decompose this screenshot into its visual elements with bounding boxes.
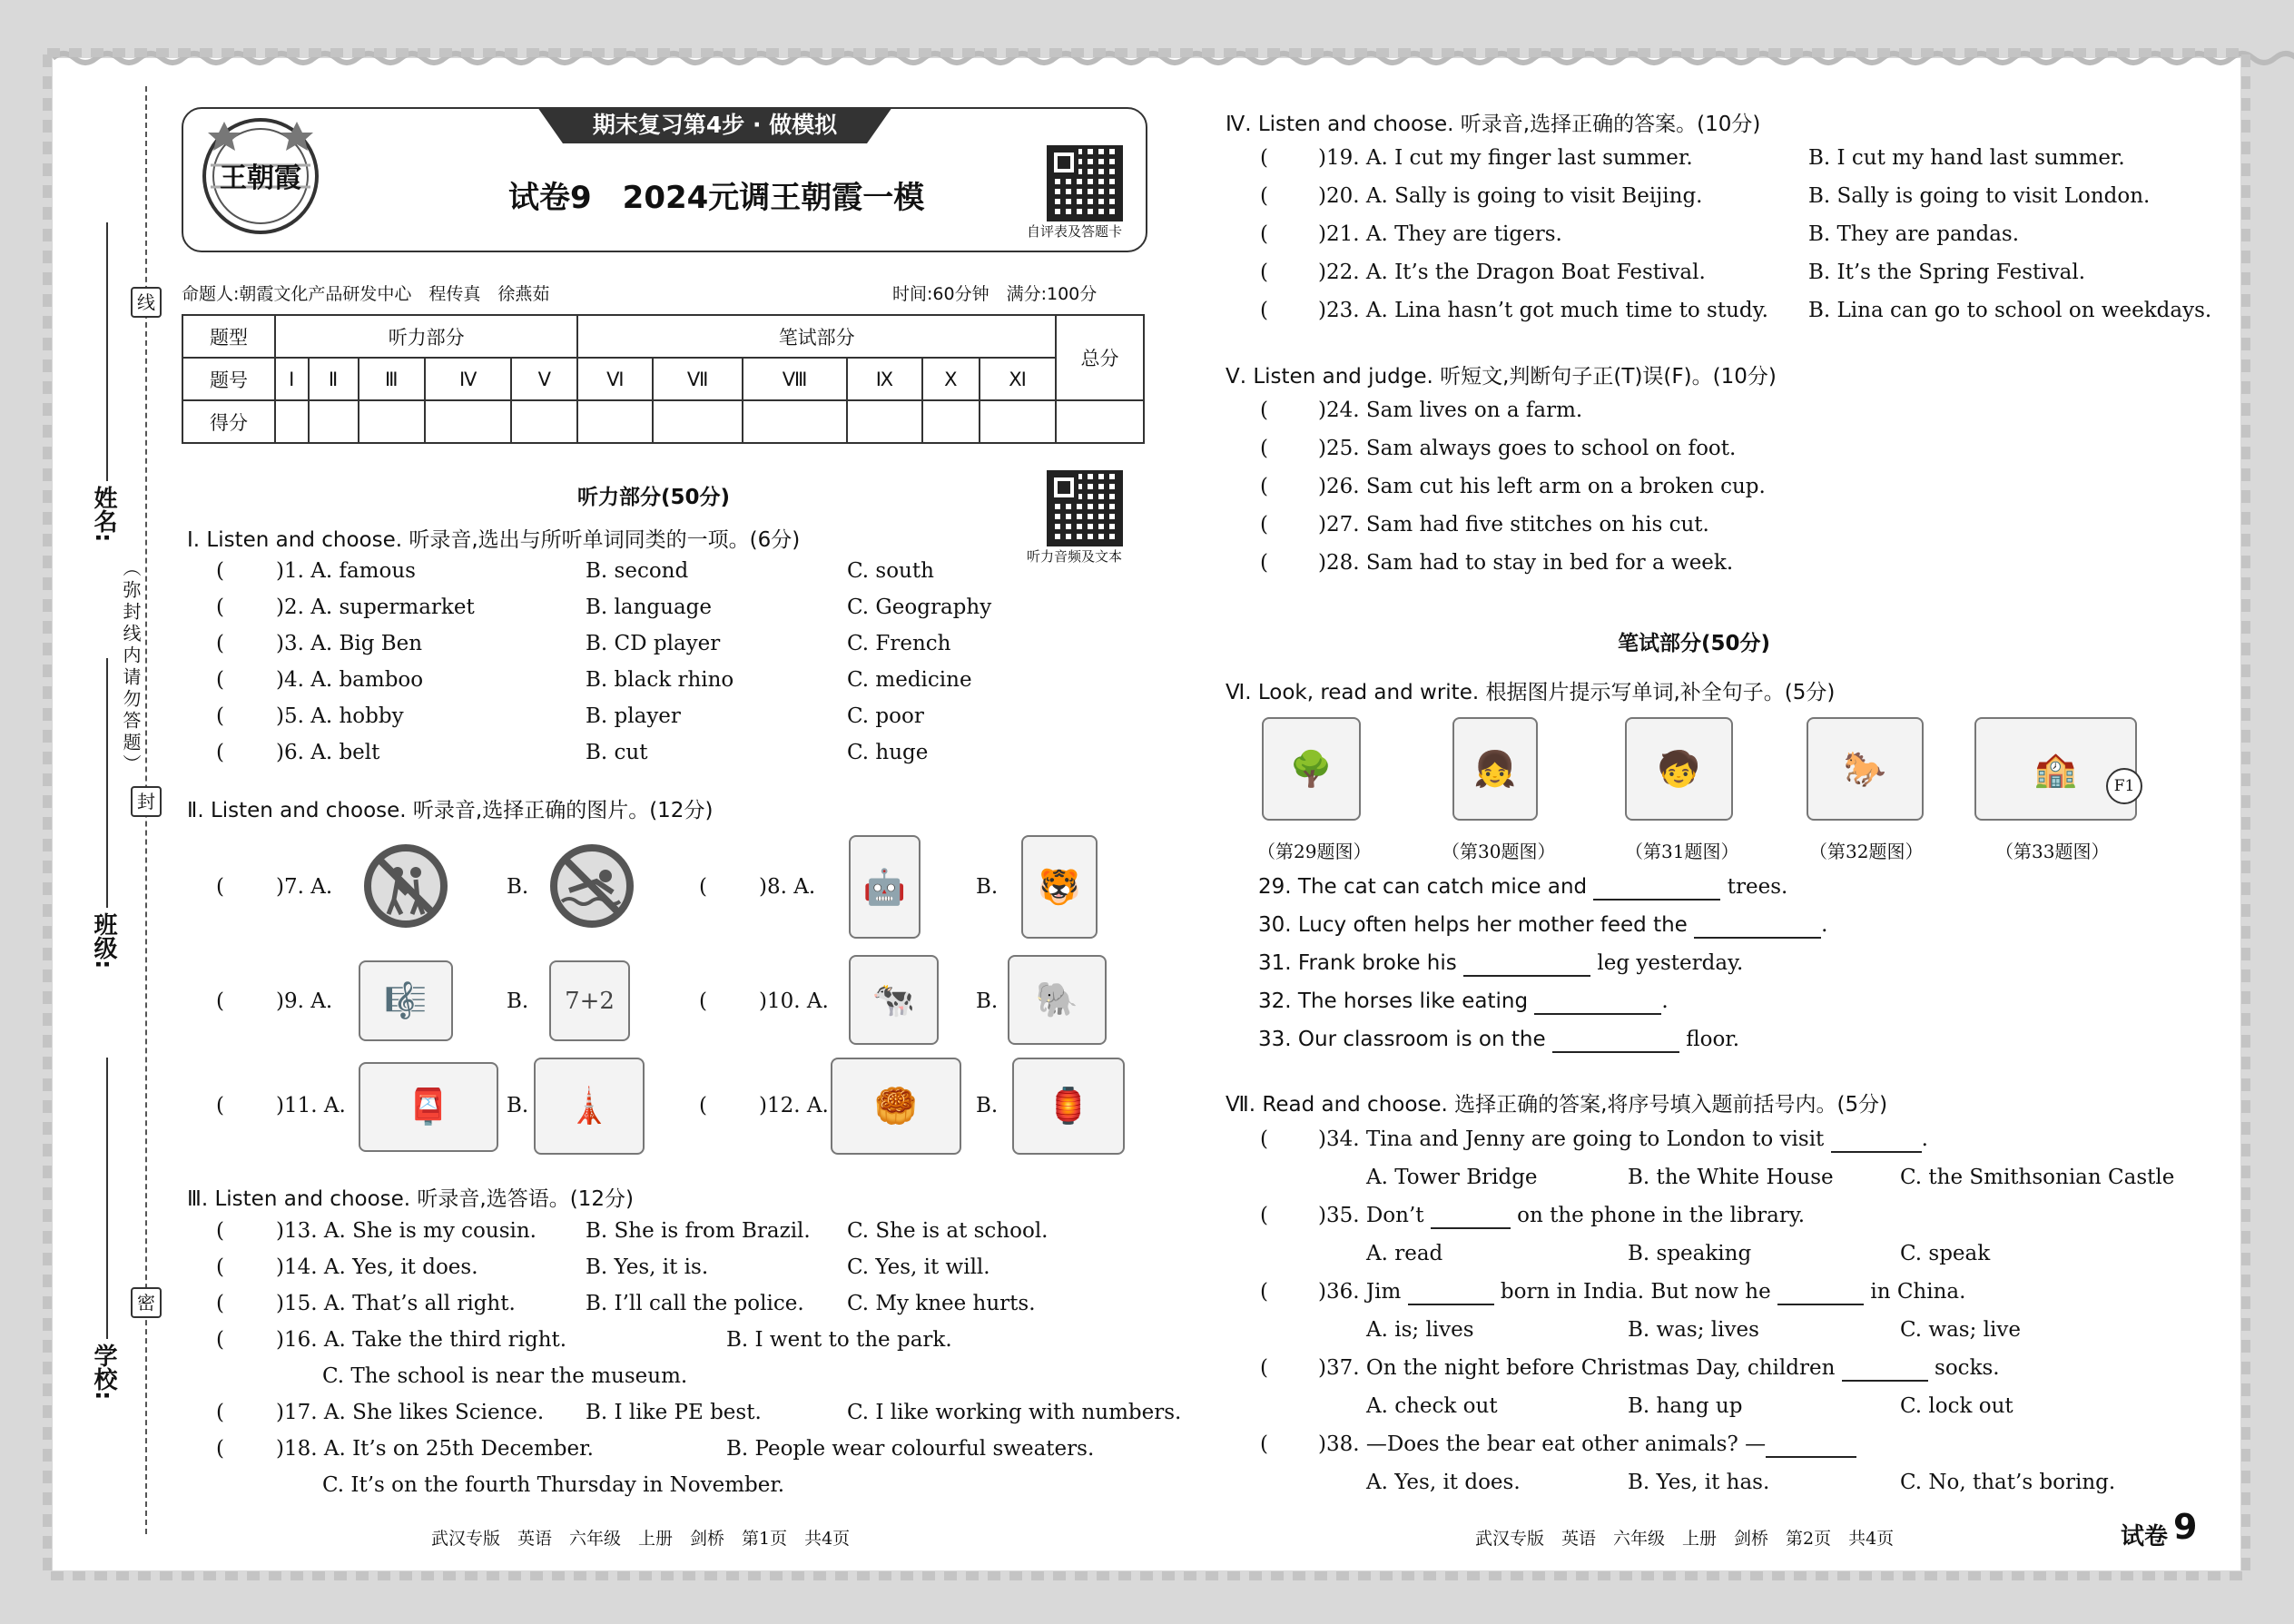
q35-stem [1318, 1204, 1805, 1229]
boy-hurt-leg-image[interactable]: 🧒 [1625, 717, 1733, 821]
tiger-costume-image[interactable]: 🐯 [1021, 835, 1098, 939]
class-label: 班级: [90, 912, 117, 969]
answer-paren[interactable]: ( [216, 1401, 224, 1424]
row-label-type: 题型 [182, 315, 275, 358]
answer-paren[interactable]: ( [1260, 184, 1268, 208]
q32-blank[interactable] [1534, 989, 1661, 1015]
score-cell[interactable] [577, 400, 653, 443]
q37-option-a: A. check out [1366, 1394, 1498, 1418]
binding-mark-secret: 密 [131, 1287, 162, 1318]
girl-feeding-chicks-image[interactable]: 👧 [1452, 717, 1538, 821]
q8-option-b: B. [976, 875, 999, 899]
q21-option-b: B. They are pandas. [1808, 222, 2020, 246]
q36-option-c: C. was; live [1900, 1318, 2021, 1342]
q29-text-end: trees. [1727, 875, 1788, 899]
numeral-6: Ⅵ [577, 358, 653, 400]
self-eval-qr-caption: 自评表及答题卡 [1027, 223, 1123, 240]
q7-option-b: B. [507, 875, 529, 899]
q34-stem: )34. Tina and Jenny are going to London to visit . [1318, 1127, 1928, 1151]
answer-paren[interactable]: ( [216, 989, 224, 1013]
q33-text-start: 33. Our classroom is on the [1258, 1028, 1546, 1051]
q34-option-a: A. Tower Bridge [1366, 1166, 1538, 1189]
numeral-2: Ⅱ [309, 358, 359, 400]
q36-text-end: in China. [1870, 1280, 1966, 1304]
q26-statement: )26. Sam cut his left arm on a broken cup. [1318, 475, 1766, 498]
no-walking-sign-image[interactable] [363, 843, 449, 930]
q36-option-a: A. is; lives [1366, 1318, 1474, 1342]
q14-option-b: B. Yes, it is. [586, 1255, 709, 1279]
school-label: 学校: [90, 1343, 117, 1401]
q6-option-b: B. cut [586, 741, 648, 764]
q38-option-c: C. No, that’s boring. [1900, 1471, 2116, 1494]
q10-label: )10. A. [759, 989, 829, 1013]
answer-paren[interactable]: ( [1260, 399, 1268, 422]
tree-climbing-image[interactable]: 🌳 [1262, 717, 1361, 821]
q33-blank[interactable] [1552, 1028, 1679, 1053]
total-header: 总分 [1056, 315, 1144, 400]
numeral-3: Ⅲ [359, 358, 425, 400]
no-swimming-sign-image[interactable] [549, 843, 635, 930]
section-1-heading: Ⅰ. Listen and choose. 听录音,选出与所听单词同类的一项。(6分) [187, 528, 801, 552]
section-2-heading: Ⅱ. Listen and choose. 听录音,选择正确的图片。(12分) [187, 799, 714, 822]
q36-blank-2[interactable] [1777, 1280, 1864, 1305]
answer-paren[interactable]: ( [216, 1219, 224, 1243]
q15-option-b: B. I’ll call the police. [586, 1292, 804, 1315]
q22-option-b: B. It’s the Spring Festival. [1808, 261, 2086, 284]
q20-option-b: B. Sally is going to visit London. [1808, 184, 2151, 208]
numeral-7: Ⅶ [653, 358, 743, 400]
q7-label: )7. A. [276, 875, 333, 899]
answer-paren[interactable]: ( [216, 559, 224, 583]
q17-option-c: C. I like working with numbers. [847, 1401, 1182, 1424]
caption-q32: （第32题图） [1809, 841, 1924, 862]
q38-option-a: A. Yes, it does. [1366, 1471, 1521, 1494]
q27-statement: )27. Sam had five stitches on his cut. [1318, 513, 1709, 536]
math-numbers-image[interactable]: 7+2 [549, 960, 630, 1041]
answer-paren[interactable]: ( [216, 875, 224, 899]
authors-line: 命题人:朝霞文化产品研发中心 程传真 徐燕茹 [182, 284, 550, 304]
q15-option-a: )15. A. That’s all right. [276, 1292, 516, 1315]
answer-paren[interactable]: ( [216, 1094, 224, 1117]
q30-text-end: . [1821, 913, 1828, 937]
answer-paren[interactable]: ( [216, 632, 224, 655]
elephant-image[interactable]: 🐘 [1008, 955, 1107, 1045]
q33-text-end: floor. [1686, 1028, 1740, 1051]
writing-header: 笔试部分 [577, 315, 1056, 358]
answer-paren[interactable]: ( [1260, 261, 1268, 284]
q11-label: )11. A. [276, 1094, 346, 1117]
score-cell[interactable] [275, 400, 309, 443]
q37-text-start: )37. On the night before Christmas Day, children [1318, 1356, 1836, 1380]
q37-stem [1318, 1356, 2000, 1382]
q35-option-b: B. speaking [1628, 1242, 1752, 1265]
answer-paren[interactable]: ( [1260, 1356, 1268, 1380]
moon-festival-family-image[interactable]: 🥮 [831, 1058, 961, 1155]
section-3-heading: Ⅲ. Listen and choose. 听录音,选答语。(12分) [187, 1187, 634, 1211]
q2-option-a: )2. A. supermarket [276, 595, 475, 619]
q4-option-c: C. medicine [847, 668, 972, 692]
q35-text-end: on the phone in the library. [1517, 1204, 1806, 1227]
q12-option-b: B. [976, 1094, 999, 1117]
caption-q31: （第31题图） [1625, 841, 1739, 862]
q19-option-a: )19. A. I cut my finger last summer. [1318, 146, 1693, 170]
q19-option-b: B. I cut my hand last summer. [1808, 146, 2125, 170]
answer-paren[interactable]: ( [216, 704, 224, 728]
q9-label: )9. A. [276, 989, 333, 1013]
section-6-heading: Ⅵ. Look, read and write. 根据图片提示写单词,补全句子。(5分) [1226, 681, 1836, 704]
q29-blank[interactable] [1593, 875, 1720, 901]
audio-qr-caption: 听力音频及文本 [1027, 548, 1123, 565]
q8-label: )8. A. [759, 875, 816, 899]
caption-q29: （第29题图） [1257, 841, 1372, 862]
q32-sentence [1258, 989, 1669, 1015]
score-cell[interactable] [847, 400, 922, 443]
answer-paren[interactable]: ( [1260, 551, 1268, 575]
row-label-score: 得分 [182, 400, 275, 443]
numeral-9: Ⅸ [847, 358, 922, 400]
numeral-10: Ⅹ [922, 358, 980, 400]
score-cell[interactable] [309, 400, 359, 443]
q36-text-start: )36. Jim [1318, 1280, 1402, 1304]
caption-q30: （第30题图） [1442, 841, 1556, 862]
q29-sentence [1258, 875, 1787, 901]
q14-option-a: )14. A. Yes, it does. [276, 1255, 478, 1279]
q31-blank[interactable] [1463, 951, 1590, 977]
q31-text-start: 31. Frank broke his [1258, 951, 1457, 975]
q3-option-b: B. CD player [586, 632, 721, 655]
score-cell[interactable] [511, 400, 577, 443]
binding-mark-seal: 封 [131, 786, 162, 817]
q30-sentence [1258, 913, 1827, 939]
q17-option-a: )17. A. She likes Science. [276, 1401, 545, 1424]
score-cell[interactable] [653, 400, 743, 443]
answer-paren[interactable]: ( [1260, 299, 1268, 322]
q35-option-c: C. speak [1900, 1242, 1991, 1265]
q33-sentence [1258, 1028, 1739, 1053]
q34-text: )34. Tina and Jenny are going to London to visit [1318, 1127, 1825, 1151]
q5-option-a: )5. A. hobby [276, 704, 404, 728]
q23-option-b: B. Lina can go to school on weekdays. [1808, 299, 2212, 322]
q25-statement: )25. Sam always goes to school on foot. [1318, 437, 1737, 460]
q38-stem [1318, 1432, 1856, 1458]
q35-text-start: )35. Don’t [1318, 1204, 1424, 1227]
q36-option-b: B. was; lives [1628, 1318, 1759, 1342]
q18-option-a: )18. A. It’s on 25th December. [276, 1437, 594, 1461]
q37-option-b: B. hang up [1628, 1394, 1743, 1418]
q1-option-b: B. second [586, 559, 689, 583]
stamps-image[interactable]: 📮 [359, 1062, 498, 1152]
answer-paren[interactable]: ( [1260, 222, 1268, 246]
answer-paren[interactable]: ( [1260, 475, 1268, 498]
answer-paren[interactable]: ( [699, 989, 707, 1013]
writing-part-title: 笔试部分(50分) [1618, 632, 1771, 655]
q11-option-b: B. [507, 1094, 529, 1117]
q12-label: )12. A. [759, 1094, 829, 1117]
logo-text: 王朝霞 [220, 162, 301, 194]
answer-paren[interactable]: ( [1260, 146, 1268, 170]
school-field[interactable] [106, 1058, 108, 1339]
q5-option-b: B. player [586, 704, 681, 728]
self-eval-qr-code[interactable] [1047, 145, 1123, 221]
q32-text-end: . [1661, 989, 1669, 1013]
q15-option-c: C. My knee hurts. [847, 1292, 1036, 1315]
q31-text-end: leg yesterday. [1597, 951, 1744, 975]
q32-text-start: 32. The horses like eating [1258, 989, 1529, 1013]
q36-text-middle: born in India. But now he [1500, 1280, 1771, 1304]
audio-qr-code[interactable] [1047, 470, 1123, 546]
section-7-heading: Ⅶ. Read and choose. 选择正确的答案,将序号填入题前括号内。(5分) [1226, 1093, 1888, 1117]
spring-festival-door-image[interactable]: 🏮 [1012, 1058, 1125, 1155]
review-step-banner: 期末复习第4步 · 做模拟 [563, 107, 867, 143]
robot-costume-image[interactable]: 🤖 [849, 835, 921, 939]
answer-paren[interactable]: ( [216, 1255, 224, 1279]
q18-option-b: B. People wear colourful sweaters. [726, 1437, 1095, 1461]
q16-option-a: )16. A. Take the third right. [276, 1328, 567, 1352]
q35-option-a: A. read [1366, 1242, 1443, 1265]
q1-option-a: )1. A. famous [276, 559, 416, 583]
numeral-8: Ⅷ [743, 358, 847, 400]
q31-sentence [1258, 951, 1743, 977]
answer-paren[interactable]: ( [216, 1292, 224, 1315]
answer-paren[interactable]: ( [1260, 513, 1268, 536]
q5-option-c: C. poor [847, 704, 924, 728]
cow-image[interactable]: 🐄 [849, 955, 939, 1045]
score-cell[interactable] [425, 400, 511, 443]
q3-option-a: )3. A. Big Ben [276, 632, 423, 655]
q16-option-b: B. I went to the park. [726, 1328, 952, 1352]
binding-note: （弥封线内请勿答题） [120, 558, 142, 776]
q21-option-a: )21. A. They are tigers. [1318, 222, 1562, 246]
binding-mark-line: 线 [131, 287, 162, 318]
q2-option-b: B. language [586, 595, 712, 619]
paper-number: 9 [2173, 1507, 2198, 1547]
q36-stem [1318, 1280, 1965, 1305]
q14-option-c: C. Yes, it will. [847, 1255, 990, 1279]
time-score-line: 时间:60分钟 满分:100分 [892, 284, 1098, 304]
q30-blank[interactable] [1694, 913, 1821, 939]
q13-option-c: C. She is at school. [847, 1219, 1049, 1243]
score-table [182, 314, 1145, 444]
answer-paren[interactable]: ( [699, 875, 707, 899]
q17-option-b: B. I like PE best. [586, 1401, 762, 1424]
q4-option-a: )4. A. bamboo [276, 668, 424, 692]
section-4-heading: Ⅳ. Listen and choose. 听录音,选择正确的答案。(10分) [1226, 113, 1761, 136]
q13-option-a: )13. A. She is my cousin. [276, 1219, 537, 1243]
q3-option-c: C. French [847, 632, 951, 655]
q10-option-b: B. [976, 989, 999, 1013]
q6-option-a: )6. A. belt [276, 741, 380, 764]
q37-option-c: C. lock out [1900, 1394, 2013, 1418]
listening-header: 听力部分 [275, 315, 577, 358]
q35-blank[interactable] [1431, 1204, 1511, 1229]
score-cell[interactable] [980, 400, 1056, 443]
q16-option-c: C. The school is near the museum. [322, 1364, 688, 1388]
q23-option-a: )23. A. Lina hasn’t got much time to study. [1318, 299, 1768, 322]
listening-part-title: 听力部分(50分) [577, 486, 731, 509]
q36-blank-1[interactable] [1408, 1280, 1494, 1305]
answer-paren[interactable]: ( [216, 1437, 224, 1461]
paper-label: 试卷 [2121, 1523, 2169, 1550]
q37-text-end: socks. [1935, 1356, 2000, 1380]
score-cell[interactable] [743, 400, 847, 443]
answer-paren[interactable]: ( [1260, 1280, 1268, 1304]
score-cell[interactable] [359, 400, 425, 443]
numeral-1: Ⅰ [275, 358, 309, 400]
answer-paren[interactable]: ( [1260, 437, 1268, 460]
class-field[interactable] [106, 658, 108, 908]
q37-blank[interactable] [1842, 1356, 1928, 1382]
footer-left: 武汉专版 英语 六年级 上册 剑桥 第1页 共4页 [431, 1529, 851, 1549]
answer-paren[interactable]: ( [216, 1328, 224, 1352]
numeral-4: Ⅳ [425, 358, 511, 400]
section-5-heading: Ⅴ. Listen and judge. 听短文,判断句子正(T)误(F)。(10分) [1226, 365, 1777, 389]
score-cell[interactable] [1056, 400, 1144, 443]
floor-badge: F1 [2106, 768, 2142, 804]
q29-text-start: 29. The cat can catch mice and [1258, 875, 1588, 899]
q6-option-c: C. huge [847, 741, 929, 764]
answer-paren[interactable]: ( [1260, 1127, 1268, 1151]
q18-option-c: C. It’s on the fourth Thursday in November. [322, 1473, 785, 1497]
answer-paren[interactable]: ( [1260, 1432, 1268, 1456]
score-cell[interactable] [922, 400, 980, 443]
q4-option-b: B. black rhino [586, 668, 734, 692]
music-notes-image[interactable]: 🎼 [359, 960, 453, 1041]
numeral-11: Ⅺ [980, 358, 1056, 400]
row-label-number: 题号 [182, 358, 275, 400]
name-field[interactable] [106, 222, 108, 481]
classroom-first-floor-image[interactable]: 🏫 [1974, 717, 2137, 821]
q9-option-b: B. [507, 989, 529, 1013]
caption-q33: （第33题图） [1995, 841, 2110, 862]
q28-statement: )28. Sam had to stay in bed for a week. [1318, 551, 1734, 575]
answer-paren[interactable]: ( [216, 595, 224, 619]
q1-option-c: C. south [847, 559, 934, 583]
family-at-landmark-image[interactable]: 🗼 [534, 1058, 645, 1155]
horses-grass-image[interactable]: 🐎 [1807, 717, 1924, 821]
q22-option-a: )22. A. It’s the Dragon Boat Festival. [1318, 261, 1706, 284]
q34-option-b: B. the White House [1628, 1166, 1834, 1189]
q30-text-start: 30. Lucy often helps her mother feed the [1258, 913, 1688, 937]
numeral-5: Ⅴ [511, 358, 577, 400]
q38-blank[interactable] [1766, 1432, 1856, 1458]
paper-title: 试卷9 2024元调王朝霞一模 [508, 180, 925, 216]
footer-right: 武汉专版 英语 六年级 上册 剑桥 第2页 共4页 [1475, 1529, 1895, 1549]
answer-paren[interactable]: ( [216, 741, 224, 764]
q34-blank[interactable] [1831, 1127, 1922, 1153]
q24-statement: )24. Sam lives on a farm. [1318, 399, 1583, 422]
answer-paren[interactable]: ( [1260, 1204, 1268, 1227]
q34-option-c: C. the Smithsonian Castle [1900, 1166, 2175, 1189]
q13-option-b: B. She is from Brazil. [586, 1219, 811, 1243]
name-label: 姓名: [90, 486, 117, 543]
answer-paren[interactable]: ( [216, 668, 224, 692]
q38-option-b: B. Yes, it has. [1628, 1471, 1770, 1494]
q2-option-c: C. Geography [847, 595, 992, 619]
q20-option-a: )20. A. Sally is going to visit Beijing. [1318, 184, 1703, 208]
brand-logo [192, 113, 329, 240]
q38-text: )38. —Does the bear eat other animals? — [1318, 1432, 1767, 1456]
answer-paren[interactable]: ( [699, 1094, 707, 1117]
